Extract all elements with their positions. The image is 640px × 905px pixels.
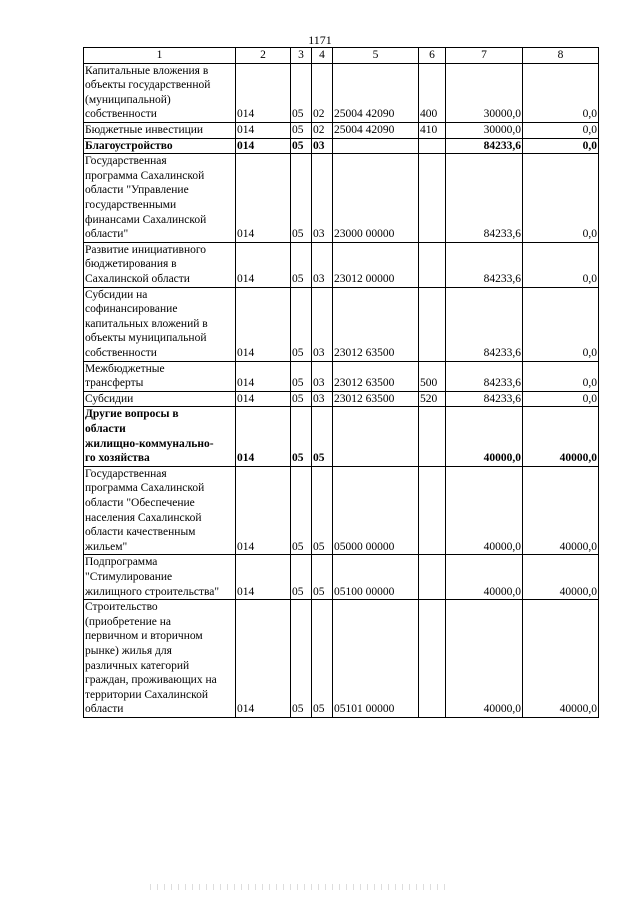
row-name: Государственная программа Сахалинской области "Обеспечение населения Сахалинской области качественным жильем"	[84, 466, 236, 555]
amount-2020: 40000,0	[523, 555, 599, 600]
row-name: Межбюджетные трансферты	[84, 361, 236, 391]
expense-type-code	[419, 138, 446, 154]
expense-type-code	[419, 466, 446, 555]
row-name: Развитие инициативного бюджетирования в Сахалинской области	[84, 242, 236, 287]
section-code: 05	[291, 287, 312, 361]
amount-2020: 0,0	[523, 122, 599, 138]
header-cell: 1	[84, 48, 236, 64]
row-name: Строительство (приобретение на первичном и вторичном рынке) жилья для различных категорий граждан, проживающих на территории Сахалинской области	[84, 600, 236, 718]
target-code: 23012 63500	[333, 391, 419, 407]
amount-2019: 84233,6	[446, 138, 523, 154]
expense-type-code: 400	[419, 63, 446, 122]
table-row	[84, 63, 599, 122]
amount-2020: 0,0	[523, 361, 599, 391]
amount-2020: 40000,0	[523, 466, 599, 555]
target-code	[333, 138, 419, 154]
expense-type-code	[419, 407, 446, 466]
admin-code: 014	[236, 407, 291, 466]
subsection-code: 03	[312, 287, 333, 361]
section-code: 05	[291, 555, 312, 600]
amount-2019: 40000,0	[446, 407, 523, 466]
header-cell: 6	[419, 48, 446, 64]
admin-code: 014	[236, 138, 291, 154]
subsection-code: 03	[312, 242, 333, 287]
subsection-code: 05	[312, 600, 333, 718]
header-cell: 2	[236, 48, 291, 64]
subsection-code: 02	[312, 122, 333, 138]
target-code: 23000 00000	[333, 154, 419, 243]
subsection-code: 03	[312, 138, 333, 154]
expense-type-code: 520	[419, 391, 446, 407]
row-name: Государственная программа Сахалинской области "Управление государственными финансами Сахалинской области"	[84, 154, 236, 243]
admin-code: 014	[236, 361, 291, 391]
header-cell: 4	[312, 48, 333, 64]
amount-2019: 84233,6	[446, 287, 523, 361]
amount-2020: 0,0	[523, 154, 599, 243]
table-row	[84, 138, 599, 154]
section-code: 05	[291, 122, 312, 138]
row-name: Капитальные вложения в объекты государственной (муниципальной) собственности	[84, 63, 236, 122]
table-row	[84, 391, 599, 407]
target-code: 25004 42090	[333, 63, 419, 122]
expense-type-code	[419, 555, 446, 600]
target-code: 23012 63500	[333, 287, 419, 361]
amount-2020: 40000,0	[523, 407, 599, 466]
amount-2019: 30000,0	[446, 122, 523, 138]
header-cell: 5	[333, 48, 419, 64]
target-code: 23012 63500	[333, 361, 419, 391]
amount-2019: 84233,6	[446, 391, 523, 407]
amount-2019: 40000,0	[446, 600, 523, 718]
admin-code: 014	[236, 122, 291, 138]
target-code: 23012 00000	[333, 242, 419, 287]
expense-type-code: 500	[419, 361, 446, 391]
amount-2019: 84233,6	[446, 242, 523, 287]
subsection-code: 05	[312, 407, 333, 466]
row-name: Бюджетные инвестиции	[84, 122, 236, 138]
amount-2020: 0,0	[523, 287, 599, 361]
amount-2020: 0,0	[523, 391, 599, 407]
section-code: 05	[291, 63, 312, 122]
target-code: 25004 42090	[333, 122, 419, 138]
subsection-code: 03	[312, 154, 333, 243]
section-code: 05	[291, 138, 312, 154]
expense-type-code	[419, 600, 446, 718]
section-code: 05	[291, 407, 312, 466]
section-code: 05	[291, 600, 312, 718]
section-code: 05	[291, 242, 312, 287]
subsection-code: 02	[312, 63, 333, 122]
header-cell: 7	[446, 48, 523, 64]
table-row	[84, 242, 599, 287]
amount-2020: 40000,0	[523, 600, 599, 718]
target-code: 05100 00000	[333, 555, 419, 600]
admin-code: 014	[236, 154, 291, 243]
section-code: 05	[291, 391, 312, 407]
row-name: Субсидии	[84, 391, 236, 407]
amount-2020: 0,0	[523, 138, 599, 154]
subsection-code: 05	[312, 555, 333, 600]
admin-code: 014	[236, 391, 291, 407]
section-code: 05	[291, 154, 312, 243]
admin-code: 014	[236, 242, 291, 287]
subsection-code: 05	[312, 466, 333, 555]
subsection-code: 03	[312, 391, 333, 407]
admin-code: 014	[236, 466, 291, 555]
row-name: Подпрограмма "Стимулирование жилищного строительства"	[84, 555, 236, 600]
row-name: Другие вопросы в области жилищно-коммунально- го хозяйства	[84, 407, 236, 466]
header-cell: 8	[523, 48, 599, 64]
expense-type-code: 410	[419, 122, 446, 138]
table-row	[84, 361, 599, 391]
table-row	[84, 154, 599, 243]
amount-2019: 40000,0	[446, 466, 523, 555]
target-code: 05101 00000	[333, 600, 419, 718]
admin-code: 014	[236, 287, 291, 361]
subsection-code: 03	[312, 361, 333, 391]
expense-type-code	[419, 287, 446, 361]
scan-noise	[150, 884, 450, 890]
table-row	[84, 122, 599, 138]
expense-type-code	[419, 154, 446, 243]
header-cell: 3	[291, 48, 312, 64]
budget-table	[83, 47, 599, 718]
amount-2019: 84233,6	[446, 361, 523, 391]
amount-2019: 30000,0	[446, 63, 523, 122]
page-number: 1171	[308, 33, 332, 47]
target-code	[333, 407, 419, 466]
table-row	[84, 466, 599, 555]
table-row	[84, 407, 599, 466]
admin-code: 014	[236, 600, 291, 718]
admin-code: 014	[236, 63, 291, 122]
section-code: 05	[291, 361, 312, 391]
row-name: Субсидии на софинансирование капитальных вложений в объекты муниципальной собственности	[84, 287, 236, 361]
header-row	[84, 48, 599, 64]
amount-2019: 84233,6	[446, 154, 523, 243]
expense-type-code	[419, 242, 446, 287]
table-row	[84, 600, 599, 718]
amount-2020: 0,0	[523, 63, 599, 122]
amount-2019: 40000,0	[446, 555, 523, 600]
section-code: 05	[291, 466, 312, 555]
table-row	[84, 287, 599, 361]
admin-code: 014	[236, 555, 291, 600]
target-code: 05000 00000	[333, 466, 419, 555]
table-row	[84, 555, 599, 600]
row-name: Благоустройство	[84, 138, 236, 154]
amount-2020: 0,0	[523, 242, 599, 287]
